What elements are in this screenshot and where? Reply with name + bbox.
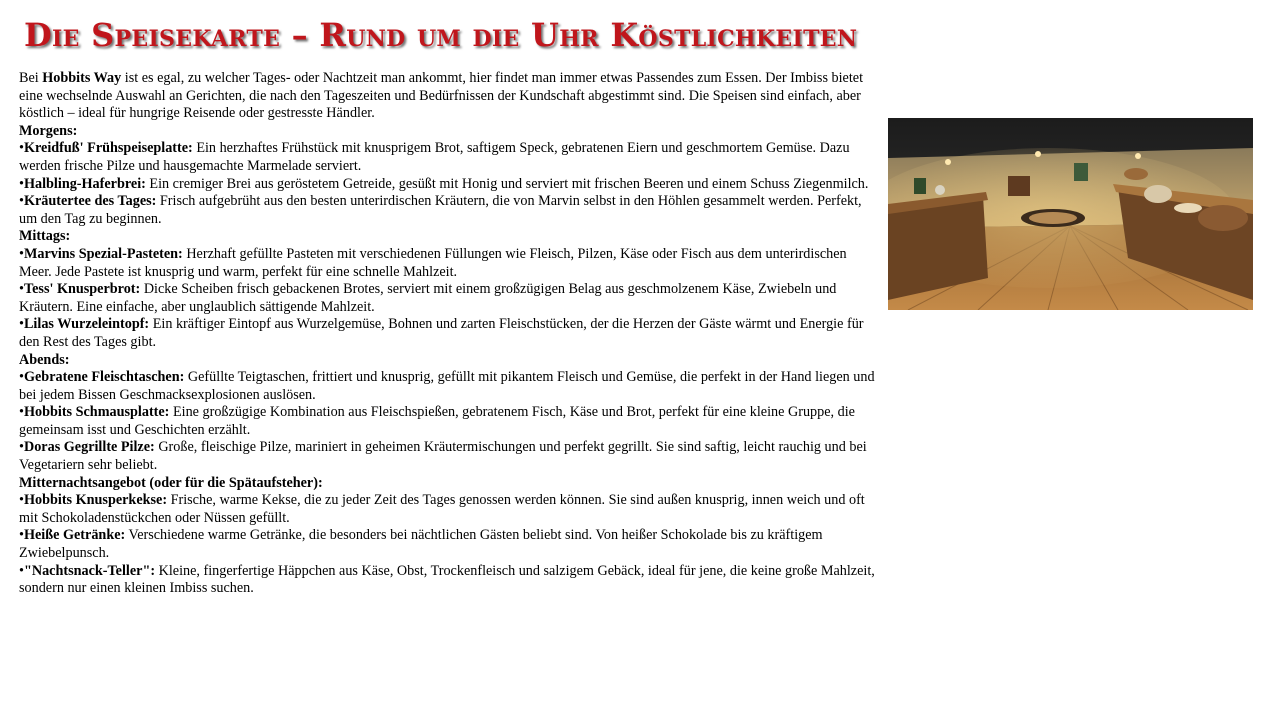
menu-item-description: Frische, warme Kekse, die zu jeder Zeit des Tages genossen werden können. Sie sind außen knusprig, innen weich und oft mit Schokoladenstückchen oder Nüssen gefüllt. [19, 492, 865, 526]
menu-item [19, 176, 875, 194]
menu-item-description: Herzhaft gefüllte Pasteten mit verschiedenen Füllungen wie Fleisch, Pilzen, Käse oder Fisch aus dem unterirdischen Meer. Jede Pastete ist knusprig und warm, perfekt für eine schnelle Mahlzeit. [19, 245, 847, 280]
menu-item-name: Hobbits Knusperkekse: [23, 492, 168, 509]
menu-item [19, 369, 875, 404]
menu-item-name: Heiße Getränke: [23, 527, 126, 544]
menu-item-name: Marvins Spezial-Pasteten: [23, 245, 183, 262]
bullet-icon: • [19, 369, 24, 386]
menu-item-name: Kräutertee des Tages: [23, 193, 157, 210]
intro-paragraph [19, 70, 875, 123]
section-heading: Mittags: [19, 228, 71, 245]
menu-item-name: Gebratene Fleischtaschen: [23, 369, 185, 386]
section-heading: Abends: [19, 351, 70, 368]
section-heading-line [19, 228, 875, 246]
section-heading: Morgens: [19, 122, 78, 139]
tavern-interior-image [888, 118, 1253, 310]
menu-item [19, 404, 875, 439]
intro-text-post: ist es egal, zu welcher Tages- oder Nachtzeit man ankommt, hier findet man immer etwas Passendes zum Essen. Der Imbiss bietet eine wechselnde Auswahl an Gerichten, die nach den Tageszeiten und Bedürfnissen der Kundschaft abgestimmt sind. Die Speisen sind einfach, aber köstlich – ideal für hungrige Reisende oder gestresste Händler. [19, 70, 864, 122]
menu-item-name: Kreidfuß' Frühspeiseplatte: [23, 140, 193, 157]
menu-item-name: Tess' Knusperbrot: [23, 281, 141, 298]
menu-item-description: Kleine, fingerfertige Häppchen aus Käse, Obst, Trockenfleisch und salzigem Gebäck, ideal für jene, die keine große Mahlzeit, sondern nur einen kleinen Imbiss suchen. [19, 562, 875, 597]
menu-item-name: Halbling-Haferbrei: [23, 175, 146, 192]
menu-item-name: Lilas Wurzeleintopf: [23, 316, 150, 333]
section-heading-line [19, 123, 875, 141]
menu-item [19, 316, 875, 351]
menu-text [19, 70, 875, 598]
restaurant-name: Hobbits Way [42, 70, 122, 86]
menu-item [19, 492, 875, 527]
menu-item [19, 527, 875, 562]
section-heading-line [19, 475, 875, 493]
menu-sections [19, 123, 875, 598]
bullet-icon: • [19, 245, 24, 262]
bullet-icon: • [19, 140, 24, 157]
menu-item-description: Ein cremiger Brei aus geröstetem Getreide, gesüßt mit Honig und serviert mit frischen Beeren und einem Schuss Ziegenmilch. [145, 175, 869, 192]
page-title: Die Speisekarte – Rund um die Uhr Köstlichkeiten [24, 16, 858, 54]
bullet-icon: • [19, 492, 24, 509]
bullet-icon: • [19, 281, 24, 298]
section-heading: Mitternachtsangebot (oder für die Spätaufsteher): [19, 474, 323, 491]
section-heading-line [19, 352, 875, 370]
menu-item [19, 563, 875, 598]
menu-item-name: Hobbits Schmausplatte: [23, 404, 170, 421]
bullet-icon: • [19, 527, 24, 544]
menu-item [19, 439, 875, 474]
bullet-icon: • [19, 193, 24, 210]
menu-item-description: Frisch aufgebrüht aus den besten unterirdischen Kräutern, die von Marvin selbst in den Höhlen gesammelt werden. Perfekt, um den Tag zu beginnen. [19, 193, 862, 227]
menu-item-name: Doras Gegrillte Pilze: [23, 439, 155, 456]
bullet-icon: • [19, 562, 24, 579]
menu-item [19, 246, 875, 281]
menu-item-description: Ein herzhaftes Frühstück mit knusprigem Brot, saftigem Speck, gebratenen Eiern und geschmortem Gemüse. Dazu werden frische Pilze und hausgemachte Marmelade serviert. [19, 140, 850, 174]
menu-item [19, 281, 875, 316]
menu-item [19, 193, 875, 228]
bullet-icon: • [19, 404, 24, 421]
menu-item-description: Ein kräftiger Eintopf aus Wurzelgemüse, Bohnen und zarten Fleischstücken, der die Herzen der Gäste wärmt und Energie für den Rest des Tages gibt. [19, 316, 864, 350]
intro-text-pre: Bei [19, 70, 43, 86]
menu-item-name: "Nachtsnack-Teller": [23, 562, 156, 579]
bullet-icon: • [19, 316, 24, 333]
menu-item-description: Verschiedene warme Getränke, die besonders bei nächtlichen Gästen beliebt sind. Von heißer Schokolade bis zu kräftigem Zwiebelpunsch. [19, 527, 823, 562]
menu-item-description: Eine großzügige Kombination aus Fleischspießen, gebratenem Fisch, Käse und Brot, perfekt für eine kleine Gruppe, die gemeinsam isst und Geschichten erzählt. [19, 404, 855, 438]
menu-item-description: Dicke Scheiben frisch gebackenen Brotes, serviert mit einem großzügigen Belag aus geschmolzenem Käse, Zwiebeln und Kräutern. Eine einfache, aber unglaublich sättigende Mahlzeit. [19, 281, 837, 315]
bullet-icon: • [19, 175, 24, 192]
menu-item-description: Gefüllte Teigtaschen, frittiert und knusprig, gefüllt mit pikantem Fleisch und Gemüse, die perfekt in der Hand liegen und bei jedem Bissen Geschmacksexplosionen auslösen. [19, 369, 875, 403]
bullet-icon: • [19, 439, 24, 456]
menu-item-description: Große, fleischige Pilze, mariniert in geheimen Kräutermischungen und perfekt gegrillt. Sie sind saftig, leicht rauchig und bei Vegetariern sehr beliebt. [19, 439, 867, 474]
menu-item [19, 140, 875, 175]
